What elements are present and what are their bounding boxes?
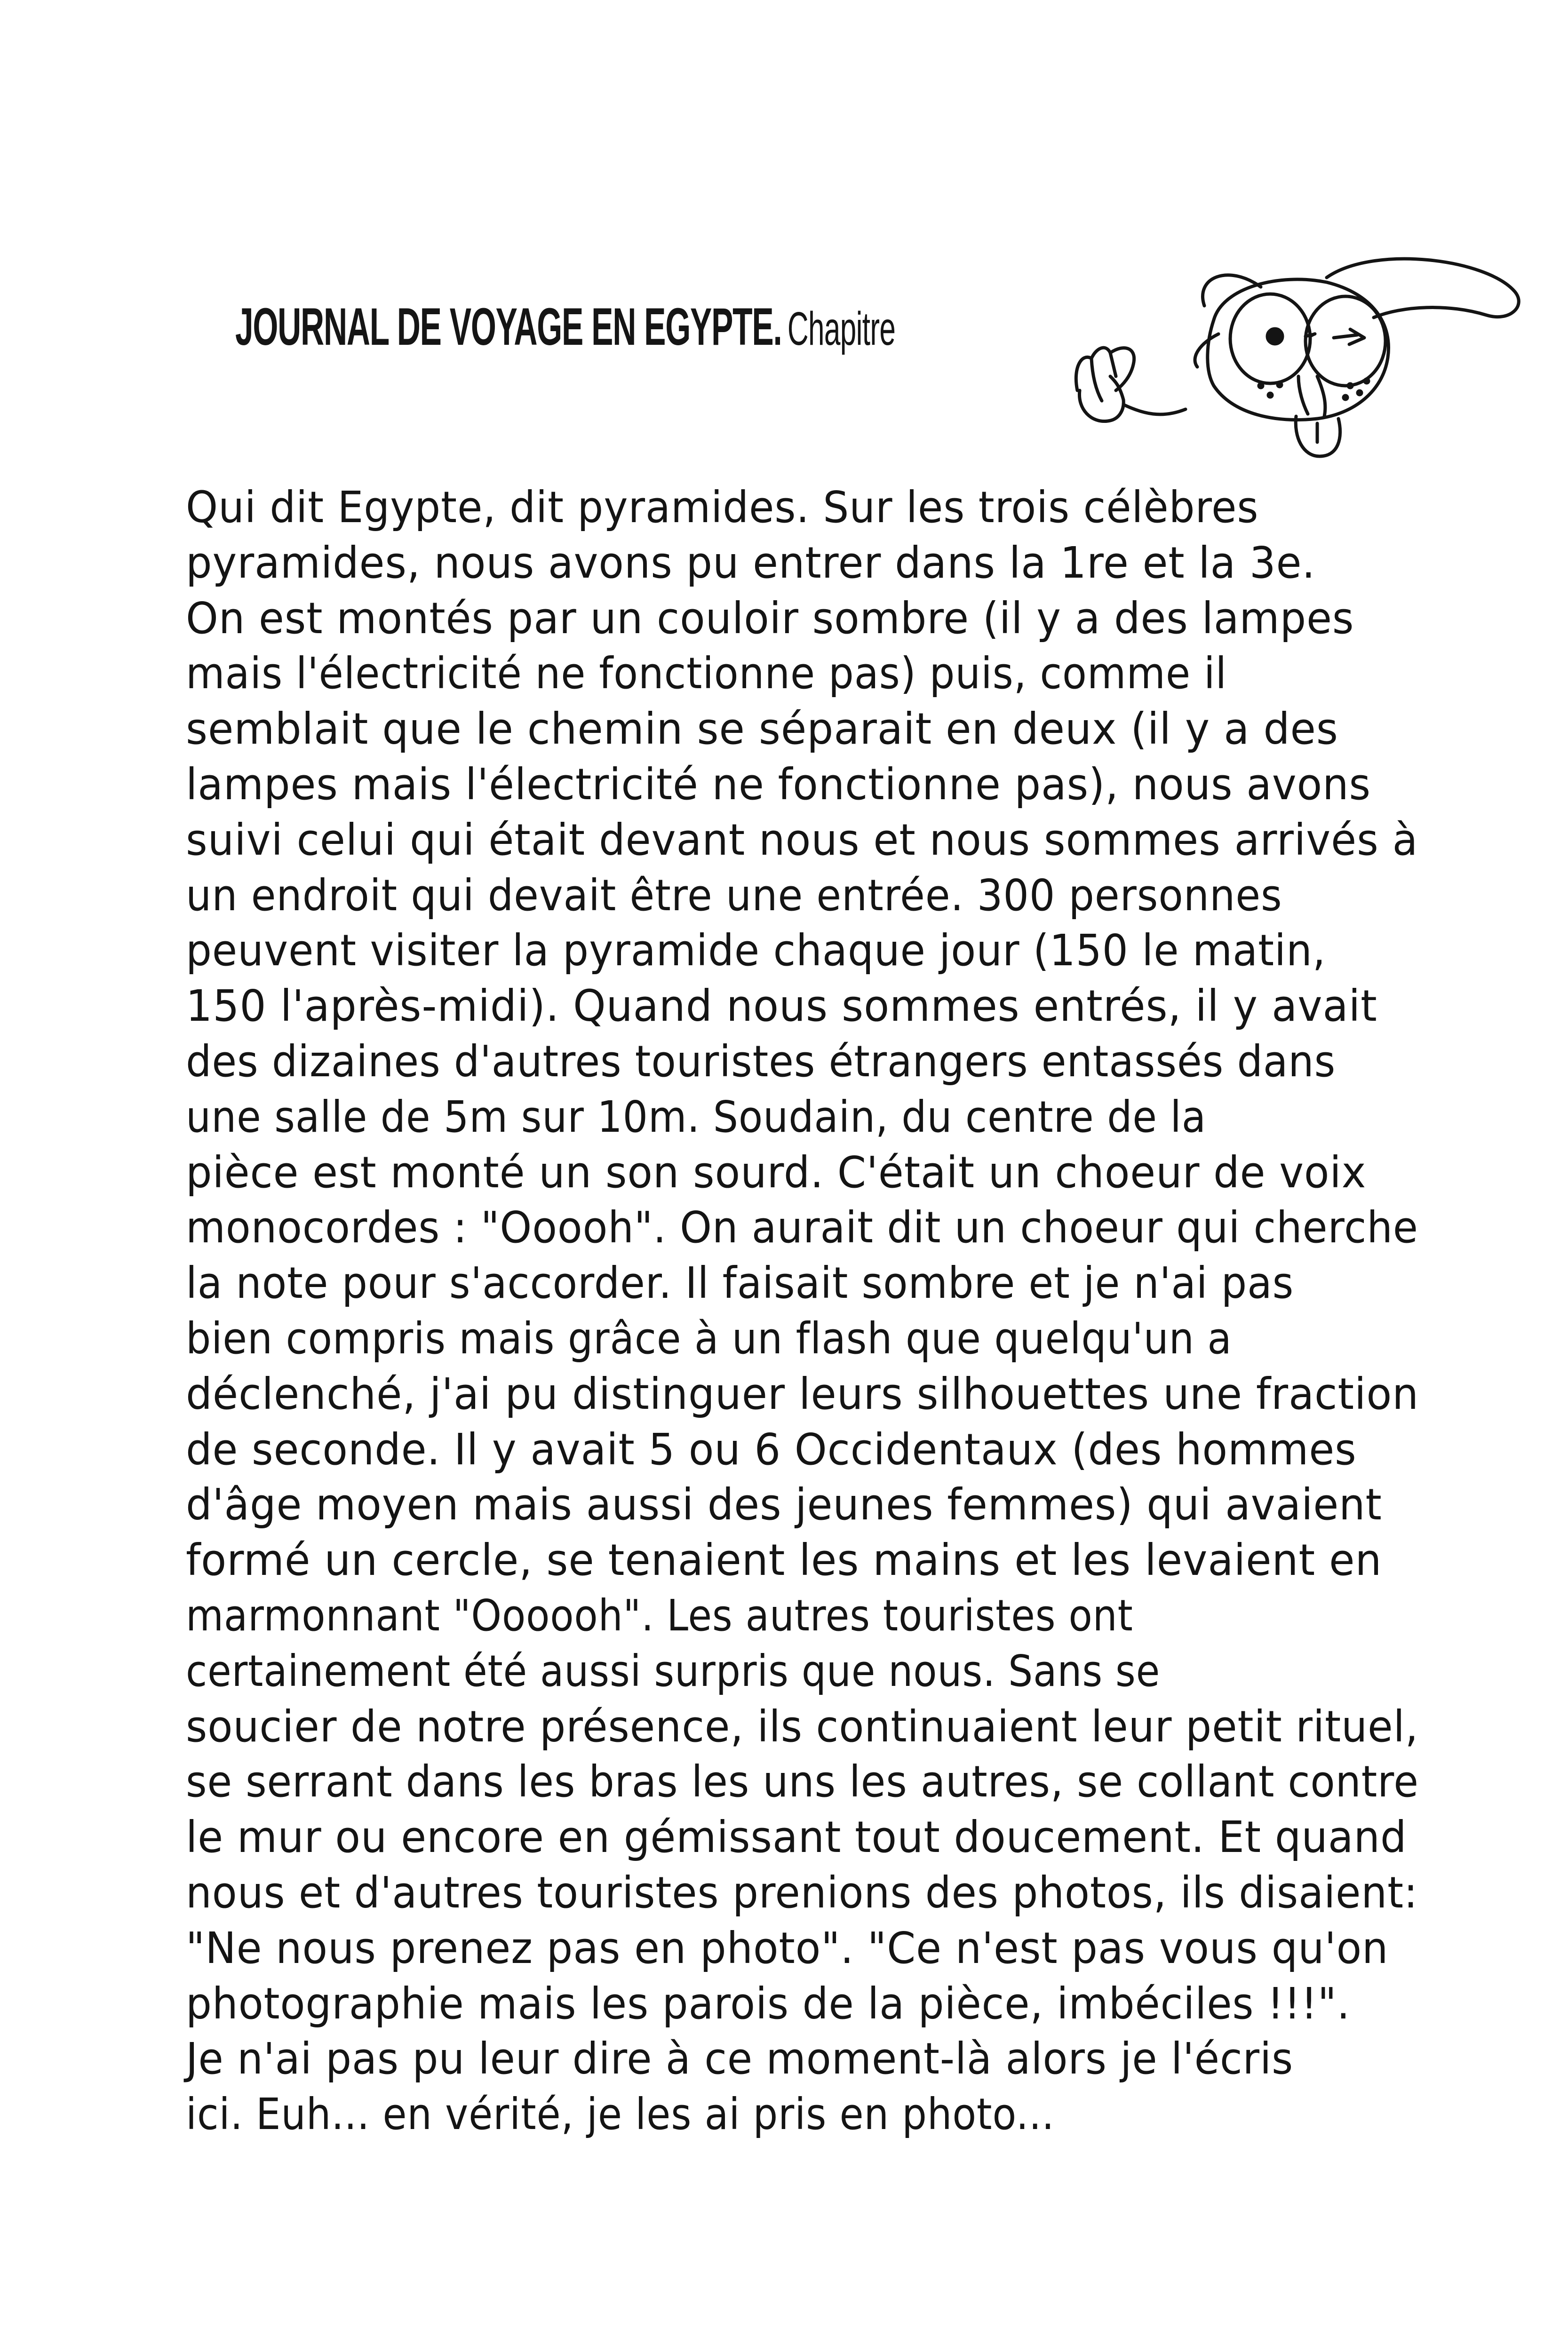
text-line: une salle de 5m sur 10m. Soudain, du centre de la [186,1091,1207,1142]
text-line: On est montés par un couloir sombre (il y a des lampes [186,593,1354,644]
text-line: formé un cercle, se tenaient les mains et les levaient en [186,1535,1382,1586]
text-line: nous et d'autres touristes prenions des photos, ils disaient: [186,1867,1418,1918]
text-line: soucier de notre présence, ils continuaient leur petit rituel, [186,1701,1419,1752]
text-line: de seconde. Il y avait 5 ou 6 Occidentaux (des hommes [186,1424,1357,1475]
text-line: un endroit qui devait être une entrée. 300 personnes [186,870,1282,921]
text-line: Je n'ai pas pu leur dire à ce moment-là alors je l'écris [186,2034,1294,2084]
text-line: le mur ou encore en gémissant tout doucement. Et quand [186,1812,1407,1863]
text-line: la note pour s'accorder. Il faisait sombre et je n'ai pas [186,1258,1294,1309]
page-header [235,263,1505,461]
page-title [235,296,895,357]
text-line: se serrant dans les bras les uns les autres, se collant contre [186,1756,1419,1807]
text-line: pièce est monté un son sourd. C'était un choeur de voix [186,1147,1367,1198]
text-line: pyramides, nous avons pu entrer dans la 1re et la 3e. [186,537,1316,588]
text-line: d'âge moyen mais aussi des jeunes femmes) qui avaient [186,1479,1382,1530]
text-line: lampes mais l'électricité ne fonctionne pas), nous avons [186,759,1371,810]
text-line: déclenché, j'ai pu distinguer leurs silhouettes une fraction [186,1368,1419,1419]
text-line: Qui dit Egypte, dit pyramides. Sur les trois célèbres [186,482,1259,532]
text-line: marmonnant "Oooooh". Les autres touristes ont [186,1590,1133,1641]
text-line: certainement été aussi surpris que nous. Sans se [186,1645,1161,1696]
text-line: 150 l'après-midi). Quand nous sommes entrés, il y avait [186,981,1377,1032]
title-text: JOURNAL DE VOYAGE EN EGYPTE. [235,297,782,356]
text-line: suivi celui qui était devant nous et nous sommes arrivés à [186,814,1418,865]
text-line: des dizaines d'autres touristes étrangers entassés dans [186,1036,1336,1087]
text-line: "Ne nous prenez pas en photo". "Ce n'est pas vous qu'on [186,1923,1389,1973]
dog-face-peace-sign-icon [1063,235,1524,499]
journal-body [186,480,1456,2142]
text-line: bien compris mais grâce à un flash que quelqu'un a [186,1313,1232,1364]
text-line: peuvent visiter la pyramide chaque jour (150 le matin, [186,925,1326,976]
text-line: monocordes : "Ooooh". On aurait dit un choeur qui cherche [186,1202,1418,1253]
text-line: mais l'électricité ne fonctionne pas) puis, comme il [186,648,1227,699]
chapter-label: Chapitre [787,302,896,355]
text-line: photographie mais les parois de la pièce, imbéciles !!!". [186,1978,1351,2029]
text-line: semblait que le chemin se séparait en deux (il y a des [186,704,1338,755]
text-line: ici. Euh... en vérité, je les ai pris en photo... [186,2089,1055,2140]
